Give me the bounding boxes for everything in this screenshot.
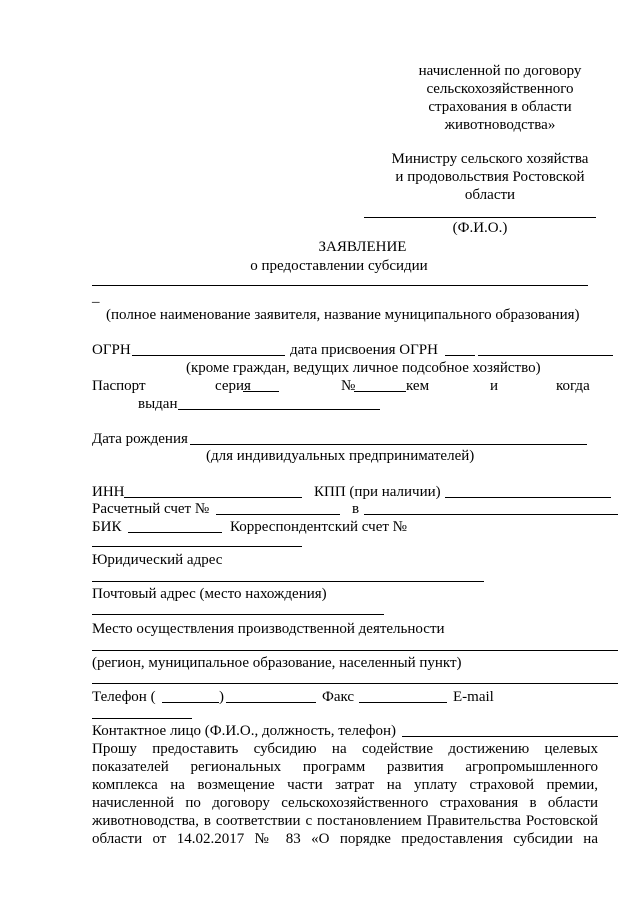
passport-series-field[interactable] [243,391,279,392]
postal-address-label: Почтовый адрес (место нахождения) [92,586,327,602]
fio-line[interactable] [364,217,596,218]
applicant-dash: _ [92,289,100,305]
corr-account-label: Корреспондентский счет № [230,519,407,535]
fio-label: (Ф.И.О.) [452,220,508,236]
addressee-line: и продовольствия Ростовской [395,169,585,185]
ogrn-date-label: дата присвоения ОГРН [290,342,438,358]
passport-issued-label: выдан [138,396,178,412]
body-line: комплекса на возмещение части затрат на уплату страховой премии, [92,777,598,793]
corr-account-field[interactable] [92,546,302,547]
passport-issued-field[interactable] [178,409,380,410]
inn-field[interactable] [124,497,302,498]
contact-person-label: Контактное лицо (Ф.И.О., должность, телефон) [92,723,397,739]
production-place-field-2[interactable] [92,683,618,684]
header-line: начисленной по договору [418,63,582,79]
body-line: показателей региональных программ развития агропромышленного [92,759,598,775]
bik-label: БИК [92,519,122,535]
passport-number-field[interactable] [354,391,406,392]
kpp-label: КПП (при наличии) [314,484,441,500]
addressee-line: области [464,187,516,203]
document-title: ЗАЯВЛЕНИЕ [318,239,407,255]
birth-date-field[interactable] [190,444,587,445]
email-label: E-mail [453,689,494,705]
passport-when-label: когда [556,378,590,394]
kpp-field[interactable] [445,497,611,498]
header-line: сельскохозяйственного [426,81,574,97]
fax-label: Факс [322,689,355,705]
ogrn-note: (кроме граждан, ведущих личное подсобное хозяйство) [186,360,541,376]
contact-person-field[interactable] [402,736,618,737]
passport-series-label: серия [215,378,251,394]
addressee-line: Министру сельского хозяйства [391,151,589,167]
production-place-hint: (регион, муниципальное образование, населенный пункт) [92,655,462,671]
passport-bywhom-label: кем [406,378,430,394]
ogrn-date-field[interactable] [478,355,613,356]
account-field[interactable] [216,514,340,515]
body-line: начисленной по договору сельскохозяйственного страхования в области [92,795,598,811]
phone-field[interactable] [226,702,316,703]
bik-field[interactable] [128,532,222,533]
ogrn-field[interactable] [132,355,285,356]
ogrn-label: ОГРН [92,342,131,358]
birth-note: (для индивидуальных предпринимателей) [206,448,475,464]
fax-field[interactable] [359,702,447,703]
postal-address-field[interactable] [92,614,384,615]
phone-code-field[interactable] [162,702,219,703]
passport-label: Паспорт [92,378,146,394]
passport-and-label: и [490,378,499,394]
phone-close-paren: ) [219,689,224,705]
body-line: области от 14.02.2017 № 83 «О порядке предоставления субсидии на [92,831,598,847]
production-place-field[interactable] [92,650,618,651]
account-label: Расчетный счет № [92,501,210,517]
applicant-name-line[interactable] [92,285,588,286]
passport-number-label: № [341,378,356,394]
header-line: животноводства» [444,117,556,133]
legal-address-label: Юридический адрес [92,552,223,568]
bank-field[interactable] [364,514,618,515]
ogrn-date-day-field[interactable] [445,355,475,356]
production-place-label: Место осуществления производственной деятельности [92,621,445,637]
body-line: животноводства, в соответствии с постановлением Правительства Ростовской [92,813,598,829]
inn-label: ИНН [92,484,125,500]
body-line: Прошу предоставить субсидию на содействие достижению целевых [92,741,598,757]
bank-in-label: в [352,501,360,517]
legal-address-field[interactable] [92,581,484,582]
document-subtitle: о предоставлении субсидии [250,258,428,274]
phone-label: Телефон ( [92,689,156,705]
applicant-hint: (полное наименование заявителя, название муниципального образования) [106,307,580,323]
birth-date-label: Дата рождения [92,431,188,447]
email-field[interactable] [92,718,192,719]
header-line: страхования в области [428,99,572,115]
